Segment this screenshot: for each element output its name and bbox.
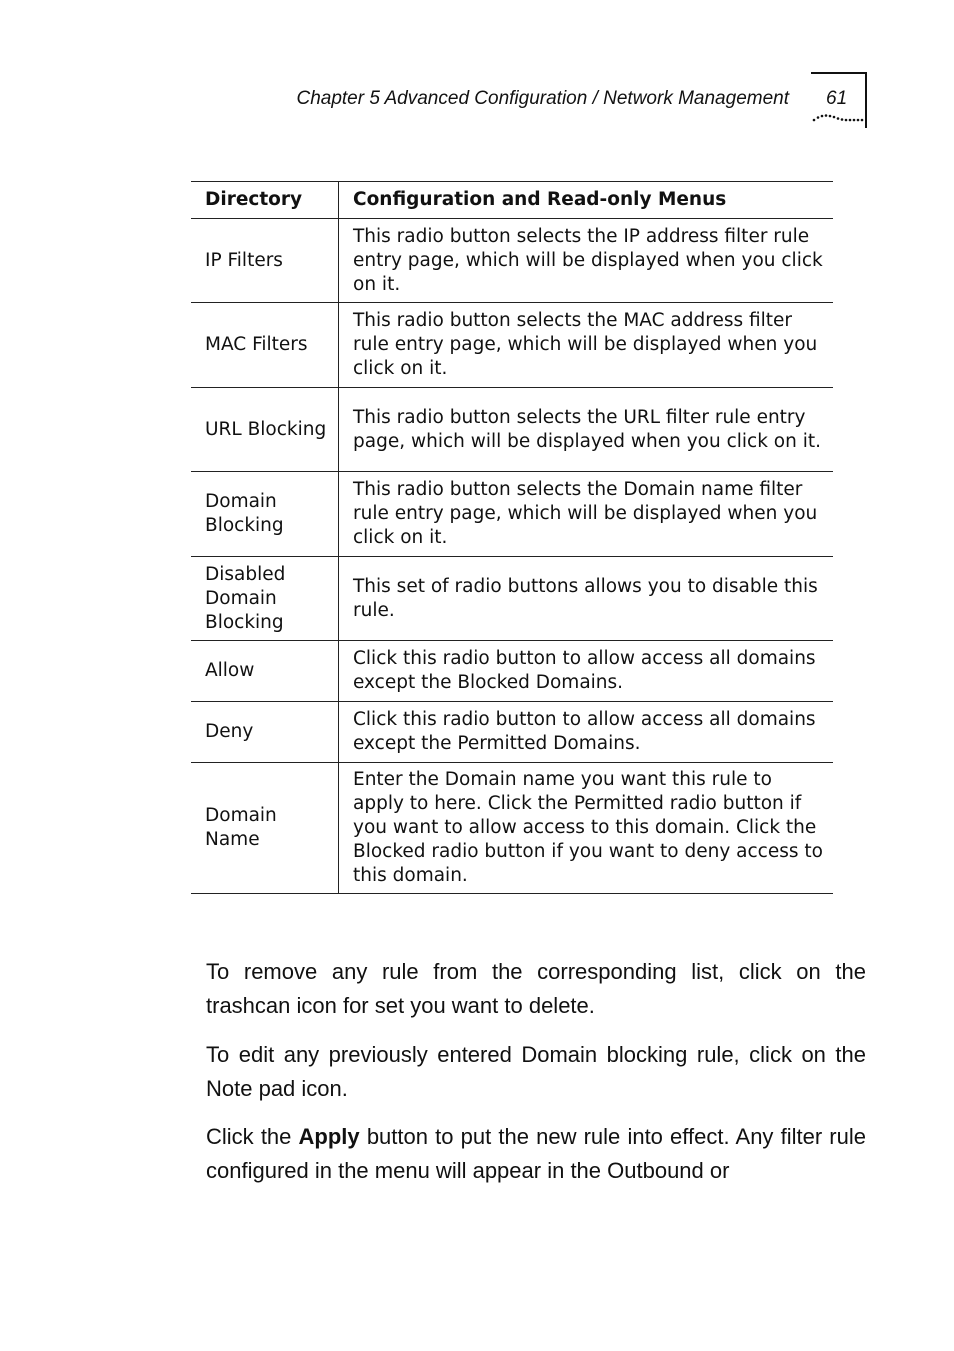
paragraph-remove-rule: To remove any rule from the corresponding list, click on the trashcan icon for set you want to delete.	[206, 959, 866, 1018]
row-directory: Domain Name	[191, 763, 339, 894]
row-directory: IP Filters	[191, 219, 339, 303]
row-directory: Allow	[191, 641, 339, 702]
paragraph-apply-post: button to put the new rule into effect. Any filter rule configured in the menu will appear in the Outbound or	[206, 1124, 866, 1183]
table-row	[191, 472, 833, 557]
paragraph-edit-rule: To edit any previously entered Domain blocking rule, click on the Note pad icon.	[206, 1042, 866, 1101]
row-description: This radio button selects the Domain name filter rule entry page, which will be displayed when you click on it.	[339, 472, 834, 557]
table-row	[191, 388, 833, 472]
table-row	[191, 763, 833, 894]
row-directory: MAC Filters	[191, 303, 339, 388]
row-description: This radio button selects the MAC address filter rule entry page, which will be displayed when you click on it.	[339, 303, 834, 388]
paragraph-apply-pre: Click the	[206, 1124, 299, 1149]
table-row	[191, 303, 833, 388]
column-header-configuration: Configuration and Read-only Menus	[339, 182, 834, 219]
page-number: 61	[826, 88, 848, 109]
row-directory: Domain Blocking	[191, 472, 339, 557]
table-row	[191, 557, 833, 641]
row-description: Enter the Domain name you want this rule to apply to here. Click the Permitted radio button if you want to allow access to this domain. Click the Blocked radio button if you want to deny access to this domain.	[339, 763, 834, 894]
row-directory: Disabled Domain Blocking	[191, 557, 339, 641]
table-row	[191, 702, 833, 763]
apply-keyword: Apply	[298, 1124, 360, 1149]
column-header-directory: Directory	[191, 182, 339, 219]
page-header	[0, 84, 954, 124]
row-description: This radio button selects the IP address filter rule entry page, which will be displayed when you click on it.	[339, 219, 834, 303]
row-description: This set of radio buttons allows you to disable this rule.	[339, 557, 834, 641]
chapter-title: Chapter 5 Advanced Configuration / Network Management	[296, 88, 789, 109]
dotted-arc-decoration	[812, 112, 868, 126]
table-row	[191, 219, 833, 303]
row-description: This radio button selects the URL filter rule entry page, which will be displayed when you click on it.	[339, 388, 834, 472]
row-directory: Deny	[191, 702, 339, 763]
paragraph-apply	[206, 1120, 866, 1188]
directory-table	[191, 181, 833, 894]
row-directory: URL Blocking	[191, 388, 339, 472]
table-header-row	[191, 182, 833, 219]
row-description: Click this radio button to allow access all domains except the Permitted Domains.	[339, 702, 834, 763]
table-row	[191, 641, 833, 702]
row-description: Click this radio button to allow access all domains except the Blocked Domains.	[339, 641, 834, 702]
